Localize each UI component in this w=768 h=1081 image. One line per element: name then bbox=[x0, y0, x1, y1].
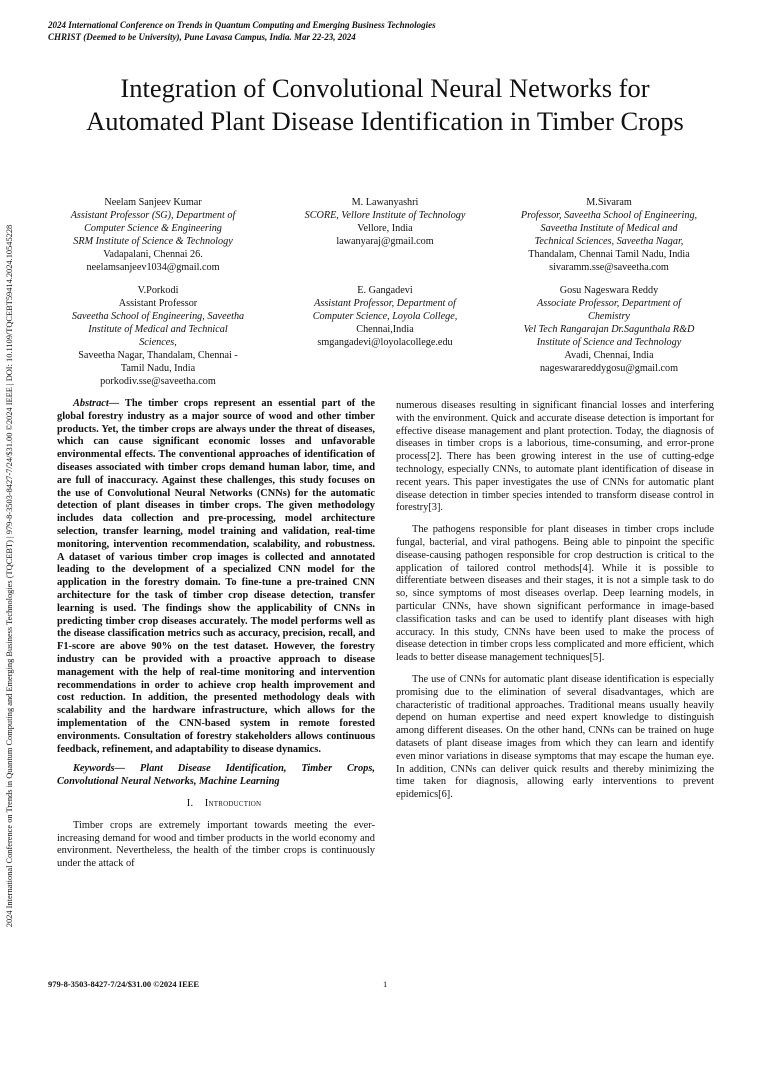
footer-copyright: 979-8-3503-8427-7/24/$31.00 ©2024 IEEE bbox=[48, 979, 200, 989]
author-name: Gosu Nageswara Reddy bbox=[559, 285, 659, 296]
author-affiliation: Saveetha School of Engineering, Saveetha bbox=[71, 311, 245, 322]
author-affiliation: Computer Science & Engineering bbox=[84, 223, 222, 234]
author-block bbox=[500, 284, 718, 375]
author-location: Saveetha Nagar, Thandalam, Chennai - bbox=[78, 350, 238, 361]
author-block bbox=[48, 196, 258, 274]
author-affiliation: Institute of Science and Technology bbox=[536, 337, 682, 348]
author-affiliation: Institute of Medical and Technical bbox=[88, 324, 228, 335]
author-affiliation: Assistant Professor (SG), Department of bbox=[70, 210, 236, 221]
author-affiliation: Computer Science, Loyola College, bbox=[312, 311, 458, 322]
author-affiliation: SRM Institute of Science & Technology bbox=[73, 236, 233, 247]
author-block bbox=[280, 284, 490, 349]
author-affiliation: Associate Professor, Department of bbox=[537, 298, 681, 309]
keywords-text: Plant Disease Identification, Timber Crops, Convolutional Neural Networks, Machine Learning bbox=[57, 763, 375, 788]
page-number: 1 bbox=[383, 979, 388, 989]
keywords-label: Keywords— bbox=[73, 763, 125, 775]
author-location: Avadi, Chennai, India bbox=[564, 350, 654, 361]
abstract-label: Abstract— bbox=[73, 398, 120, 409]
author-name: M.Sivaram bbox=[586, 197, 632, 208]
author-affiliation: Assistant Professor bbox=[118, 298, 198, 309]
body-paragraph: numerous diseases resulting in significant financial losses and interfering with the environment. Quick and accurate disease detection is important for effective disease management and plant protection. Today, the diagnosis of diseases in timber crops is a laborious, time-consuming, and error-prone process[2]. There has been growing interest in the use of cutting-edge technology, especially CNNs, to automate plant identification of disease in recent years. This paper investigates the use of CNNs for automatic plant disease detection in timber species intended to transform disease control in forestry[3]. bbox=[396, 400, 714, 514]
author-affiliation: Technical Sciences, Saveetha Nagar, bbox=[534, 236, 684, 247]
body-paragraph: The use of CNNs for automatic plant disease identification is especially promising due to the elimination of several disadvantages, which are characteristic of traditional approaches. Traditional means usually heavily depend on human expertise and need expert knowledge to distinguish among different diseases. On the other hand, CNNs can be trained on huge datasets of plant disease images from which they can learn and identify even minor variations in disease symptoms that may escape the human eye. In addition, CNNs can deliver quick results and thereby minimizing the time taken for diagnosis, allowing early interventions to prevent epidemics[6]. bbox=[396, 673, 714, 801]
author-block bbox=[48, 284, 268, 388]
author-location: Vadapalani, Chennai 26. bbox=[103, 249, 203, 260]
abstract-text: The timber crops represent an essential part of the global forestry industry as a major source of wood and other timber products. Yet, the timber crops are always under the threat of diseases, which can cause significant economic losses and unfavorable environmental effects. The conventional approaches of identification of diseases associated with timber crops demand human labor, time, and are full of inaccuracy. Against these challenges, this study focuses on the use of Convolutional Neural Networks (CNNs) for the automatic detection of plant diseases in timber crops. The given methodology includes data collection and pre-processing, model architecture selection, transfer learning, model training and validation, real-time monitoring, intervention recommendation, scalability, and robustness. A dataset of various timber crop images is collected and annotated leading to the development of a specialized CNN model for the application in the forestry domain. To fine-tune a pre-trained CNN architecture for the task of timber crop disease detection, transfer learning is used. The findings show the applicability of CNNs in predicting timber crop diseases accurately. The model performs well as the disease classification metrics such as accuracy, precision, recall, and F1-score are above 90% on the test dataset. However, the forestry industry can be provided with a proactive approach to disease management with the help of real-time monitoring and intervention recommendations in order to achieve crop health improvement and cost reduction. In addition, the presented methodology deals with scalability and the hardware infrastructure, which allows for the implementation of the CNN-based system in remote forested environments. Consultation of forestry stakeholders allows continuous feedback, refinement, and adaptability to disease dynamics. bbox=[57, 398, 375, 755]
author-name: M. Lawanyashri bbox=[351, 197, 419, 208]
author-block bbox=[500, 196, 718, 274]
left-column bbox=[57, 398, 375, 871]
author-location: Tamil Nadu, India bbox=[120, 363, 196, 374]
author-location: Vellore, India bbox=[357, 223, 413, 234]
author-affiliation: SCORE, Vellore Institute of Technology bbox=[304, 210, 466, 221]
author-name: E. Gangadevi bbox=[357, 285, 413, 296]
section-title: Introduction bbox=[204, 797, 262, 809]
author-location: Chennai,India bbox=[356, 324, 414, 335]
conference-line-2: CHRIST (Deemed to be University), Pune Lavasa Campus, India. Mar 22-23, 2024 bbox=[48, 32, 356, 42]
author-affiliation: Vel Tech Rangarajan Dr.Sagunthala R&D bbox=[523, 324, 695, 335]
page-footer bbox=[48, 979, 728, 991]
right-column bbox=[396, 400, 714, 802]
author-email: neelamsanjeev1034@gmail.com bbox=[86, 262, 220, 273]
author-affiliation: Professor, Saveetha School of Engineering, bbox=[520, 210, 698, 221]
abstract bbox=[57, 398, 375, 756]
author-affiliation: Assistant Professor, Department of bbox=[314, 298, 456, 309]
side-margin-citation: 2024 International Conference on Trends in Quantum Computing and Emerging Business Technologies (TQCEBT) | 979-8-3503-8427-7/24/$31.00 ©2024 IEEE | DOI: 10.1109/TQCEBT59414.2024.10545228 bbox=[5, 224, 14, 928]
author-affiliation: Chemistry bbox=[588, 311, 630, 322]
author-email: lawanyaraj@gmail.com bbox=[336, 236, 434, 247]
author-email: porkodiv.sse@saveetha.com bbox=[100, 376, 216, 387]
keywords bbox=[57, 763, 375, 789]
author-email: smgangadevi@loyolacollege.edu bbox=[317, 337, 453, 348]
author-block bbox=[280, 196, 490, 248]
intro-paragraph: Timber crops are extremely important towards meeting the ever-increasing demand for wood and timber products in the world economy and environment. Nevertheless, the health of the timber crops is continuously under the attack of bbox=[57, 819, 375, 870]
section-heading-introduction bbox=[57, 798, 375, 811]
section-number: I. bbox=[186, 797, 194, 809]
author-email: sivaramm.sse@saveetha.com bbox=[549, 262, 669, 273]
conference-header bbox=[48, 19, 728, 43]
author-affiliation: Sciences, bbox=[139, 337, 177, 348]
author-name: Neelam Sanjeev Kumar bbox=[104, 197, 202, 208]
author-name: V.Porkodi bbox=[137, 285, 179, 296]
author-email: nageswarareddygosu@gmail.com bbox=[539, 363, 679, 374]
author-affiliation: Saveetha Institute of Medical and bbox=[540, 223, 678, 234]
body-paragraph: The pathogens responsible for plant diseases in timber crops include fungal, bacterial, and viral pathogens. Being able to pinpoint the specific disease-causing pathogen responsible for crop destruction is critical to the application of tailored control methods[4]. While it is possible to differentiate between diseases and their stages, it is not a simple task to do so, since symptoms of most diseases overlap. Deep learning models, in particular CNNs, have shown significant performance in image-based classification tasks and can be used to identify plant diseases with high accuracy. In this study, CNNs have been used to make the process of disease detection in timber crops less complicated and more efficient, which leads to better disease management techniques[5]. bbox=[396, 524, 714, 664]
paper-title: Integration of Convolutional Neural Networks for Automated Plant Disease Identification in Timber Crops bbox=[86, 73, 684, 136]
conference-line-1: 2024 International Conference on Trends in Quantum Computing and Emerging Business Technologies bbox=[48, 20, 436, 30]
author-location: Thandalam, Chennai Tamil Nadu, India bbox=[528, 249, 690, 260]
